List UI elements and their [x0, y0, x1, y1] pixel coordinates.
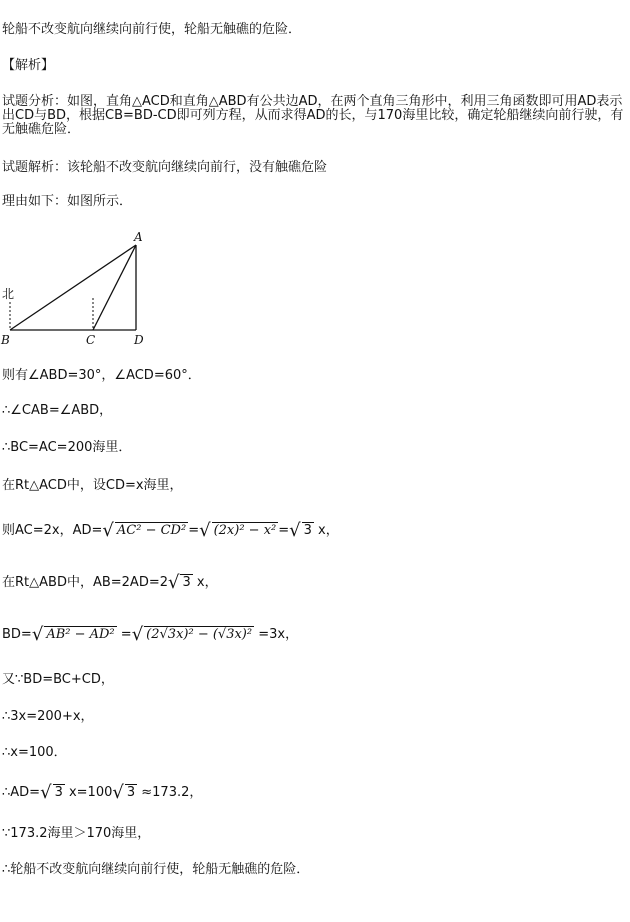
radicand-3-b: 3 — [182, 575, 191, 590]
equation-3x-line: ∴3x=200+x， — [2, 709, 94, 724]
equals-3: = — [116, 627, 132, 642]
ad-prefix: ∴AD= — [2, 785, 41, 800]
bd-prefix: BD= — [2, 627, 32, 642]
radical-sign-4: √ — [168, 572, 180, 593]
radical-sign-6: √ — [131, 624, 144, 645]
radicand-3-d: 3 — [126, 785, 136, 800]
radical-sign-8: √ — [112, 782, 124, 803]
geometry-figure — [0, 232, 160, 350]
bd-sum-line: 又∵BD=BC+CD， — [2, 672, 114, 687]
equal-angles-line: ∴∠CAB=∠ABD， — [2, 403, 113, 418]
radicand-2r3x-r3x: (2√3x)² − (√3x)² — [146, 627, 253, 642]
ac-ad-suffix: x， — [313, 523, 339, 538]
radicand-ab-ad: AB² − AD² — [46, 627, 115, 642]
ad-suffix: ≈173.2， — [137, 785, 203, 800]
analysis-heading: 【解析】 — [2, 58, 55, 73]
solution-intro: 试题解析：该轮船不改变航向继续向前行，没有触礁危险 — [2, 160, 328, 175]
radicand-2x-x: (2x)² − x² — [213, 523, 277, 538]
reason-line: 理由如下：如图所示． — [2, 194, 133, 209]
radical-sign-7: √ — [40, 782, 52, 803]
point-label-a: A — [134, 232, 143, 244]
ab-suffix: x， — [192, 575, 218, 590]
bc-ac-line: ∴BC=AC=200海里． — [2, 440, 132, 455]
ad-middle: x=100 — [64, 785, 113, 800]
ac-ad-prefix: 则AC=2x，AD= — [2, 523, 103, 538]
segment-ac — [93, 245, 136, 330]
point-label-c: C — [86, 333, 96, 347]
angles-line: 则有∠ABD=30°，∠ACD=60°． — [2, 368, 201, 383]
bd-suffix: =3x， — [254, 627, 299, 642]
point-label-b: B — [1, 333, 10, 347]
comparison-line: ∵173.2海里＞170海里， — [2, 826, 151, 841]
point-label-d: D — [134, 333, 144, 347]
ad-value-line — [2, 784, 202, 801]
ab-prefix: 在Rt△ABD中，AB=2AD=2 — [2, 575, 168, 590]
ab-line — [2, 574, 218, 591]
conclusion-bottom: ∴轮船不改变航向继续向前行使，轮船无触礁的危险． — [2, 862, 310, 877]
segment-ab — [10, 245, 136, 330]
radical-sign-2: √ — [199, 520, 211, 541]
analysis-paragraph: 试题分析：如图，直角△ACD和直角△ABD有公共边AD，在两个直角三角形中，利用三角函数即可用AD表示出CD与BD，根据CB=BD-CD即可列方程，从而求得AD的长，与170海里比较，确定轮船继续向前行驶，有无触礁危险． — [2, 94, 624, 137]
radical-sign-5: √ — [31, 624, 44, 645]
ac-ad-equation — [2, 522, 339, 539]
equals-2: = — [278, 523, 290, 538]
equals-1: = — [188, 523, 200, 538]
radical-sign-3: √ — [289, 520, 301, 541]
conclusion-top: 轮船不改变航向继续向前行使，轮船无触礁的危险． — [2, 22, 302, 37]
rt-acd-line: 在Rt△ACD中，设CD=x海里， — [2, 478, 183, 493]
radicand-3-a: 3 — [303, 523, 312, 538]
radicand-ac-cd: AC² − CD² — [116, 523, 187, 538]
x-value-line: ∴x=100． — [2, 745, 67, 760]
radicand-3-c: 3 — [54, 785, 63, 800]
north-label: 北 — [2, 287, 15, 301]
bd-equation — [2, 626, 298, 643]
radical-sign-1: √ — [102, 520, 114, 541]
